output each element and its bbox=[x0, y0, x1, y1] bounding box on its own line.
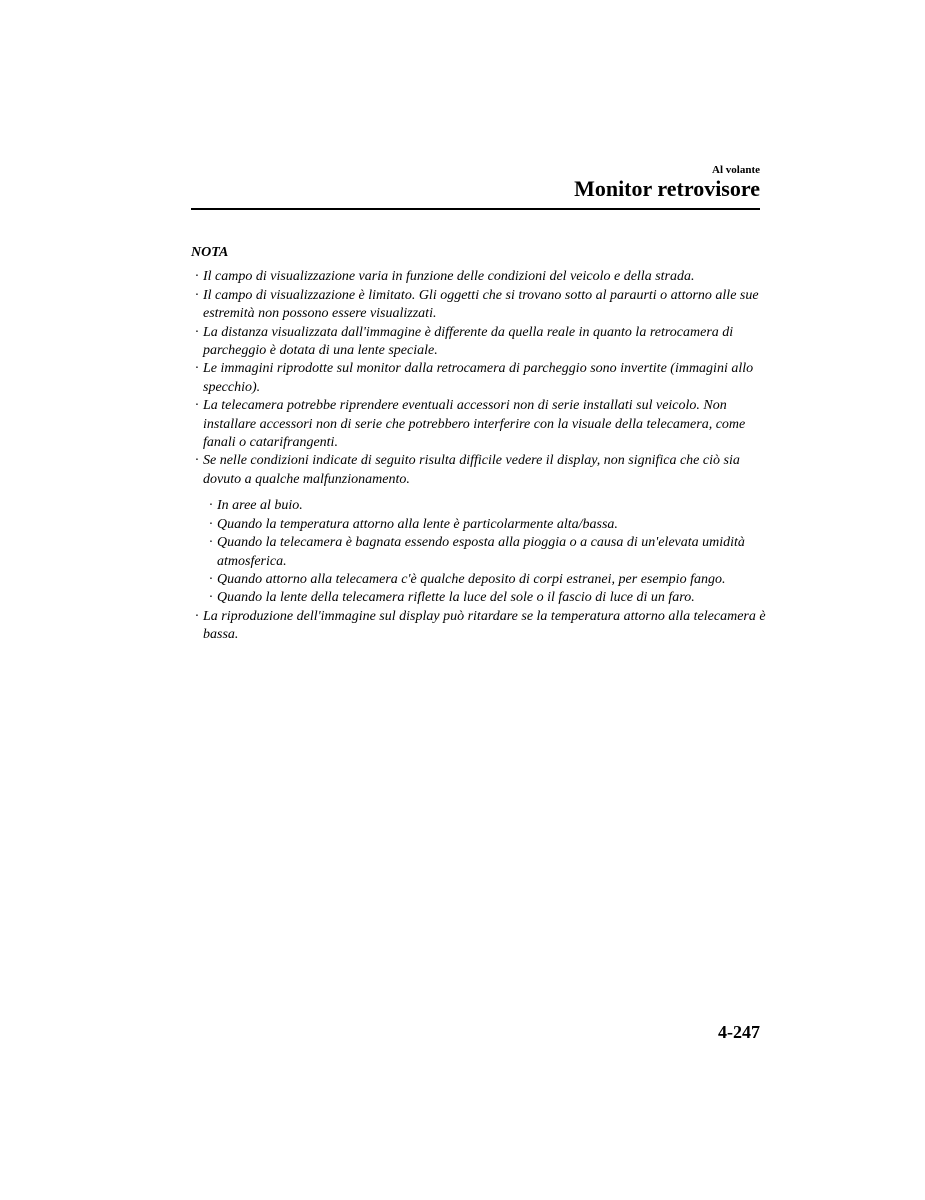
list-item bbox=[191, 324, 766, 361]
list-item bbox=[191, 608, 766, 645]
list-item bbox=[191, 360, 766, 397]
list-item bbox=[191, 287, 766, 324]
sub-list-item bbox=[191, 589, 766, 607]
list-item-text: Il campo di visualizzazione è limitato. Gli oggetti che si trovano sotto al paraurti o attorno alle sue estremità non possono essere visualizzati. bbox=[203, 287, 759, 322]
note-block bbox=[191, 244, 766, 645]
bullet-icon: · bbox=[195, 324, 199, 340]
bullet-icon: · bbox=[195, 398, 199, 414]
sub-list bbox=[191, 497, 766, 607]
sub-list-item-text: In aree al buio. bbox=[217, 498, 303, 514]
page-number: 4-247 bbox=[718, 1022, 760, 1042]
list-item bbox=[191, 268, 766, 286]
bullet-icon: · bbox=[195, 269, 199, 285]
sub-list-item-text: Quando la telecamera è bagnata essendo esposta alla pioggia o a causa di un'elevata umidità atmosferica. bbox=[217, 535, 745, 569]
sub-list-item-text: Quando la lente della telecamera riflette la luce del sole o il fascio di luce di un faro. bbox=[217, 590, 695, 606]
section-label: Al volante bbox=[712, 164, 760, 176]
bullet-icon: · bbox=[209, 590, 213, 606]
list-item-text: La telecamera potrebbe riprendere eventuali accessori non di serie installati sul veicolo. Non installare accessori non di serie che potrebbero interferire con la visuale della telecamera, come fanali o catarifrangenti. bbox=[203, 398, 746, 451]
note-heading: NOTA bbox=[191, 245, 229, 260]
list-item-text: Se nelle condizioni indicate di seguito risulta difficile vedere il display, non significa che ciò sia dovuto a qualche malfunzionamento. bbox=[203, 453, 740, 487]
bullet-icon: · bbox=[209, 498, 213, 514]
list-item-text: La riproduzione dell'immagine sul display può ritardare se la temperatura attorno alla telecamera è bassa. bbox=[203, 608, 766, 643]
bullet-icon: · bbox=[195, 453, 199, 469]
list-item-text: Il campo di visualizzazione varia in funzione delle condizioni del veicolo e della strada. bbox=[203, 269, 695, 285]
page-title: Monitor retrovisore bbox=[574, 176, 760, 201]
sub-list-item bbox=[191, 534, 766, 571]
list-item bbox=[191, 452, 766, 489]
list-item-text: Le immagini riprodotte sul monitor dalla retrocamera di parcheggio sono invertite (immagini allo specchio). bbox=[203, 361, 754, 395]
bullet-icon: · bbox=[209, 571, 213, 587]
bullet-icon: · bbox=[195, 287, 199, 303]
list-item bbox=[191, 397, 766, 452]
sub-list-item-text: Quando la temperatura attorno alla lente è particolarmente alta/bassa. bbox=[217, 516, 618, 532]
bullet-icon: · bbox=[209, 516, 213, 532]
bullet-icon: · bbox=[209, 535, 213, 551]
title-divider bbox=[191, 208, 760, 210]
bullet-icon: · bbox=[195, 361, 199, 377]
sub-list-item bbox=[191, 571, 766, 589]
list-item-text: La distanza visualizzata dall'immagine è differente da quella reale in quanto la retrocamera di parcheggio è dotata di una lente speciale. bbox=[203, 324, 734, 359]
sub-list-item-text: Quando attorno alla telecamera c'è qualche deposito di corpi estranei, per esempio fango. bbox=[217, 571, 726, 587]
bullet-icon: · bbox=[195, 608, 199, 624]
sub-list-item bbox=[191, 497, 766, 515]
sub-list-item bbox=[191, 516, 766, 534]
